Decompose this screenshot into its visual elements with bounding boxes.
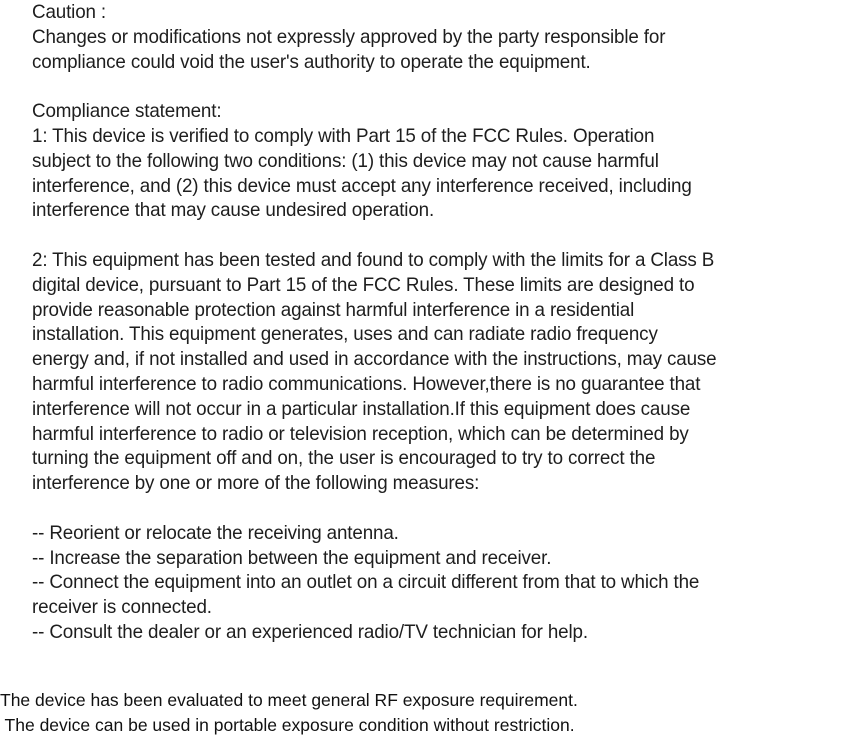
compliance-item2-line: provide reasonable protection against harmful interference in a residential (32, 298, 635, 321)
rf-exposure-line: The device has been evaluated to meet general RF exposure requirement. (0, 690, 578, 710)
caution-line: Changes or modifications not expressly approved by the party responsible for (32, 25, 666, 48)
caution-heading: Caution : (32, 1, 107, 23)
measure-line: -- Consult the dealer or an experienced radio/TV technician for help. (32, 620, 588, 643)
paragraph-gap (32, 74, 810, 99)
paragraph-gap (32, 223, 810, 248)
compliance-item2-line: energy and, if not installed and used in accordance with the instructions, may cause (32, 348, 717, 371)
compliance-item2-line: digital device, pursuant to Part 15 of the FCC Rules. These limits are designed to (32, 273, 695, 296)
paragraph-gap (32, 496, 810, 521)
compliance-item2-line: interference will not occur in a particular installation.If this equipment does cause (32, 397, 691, 420)
compliance-item2-line: 2: This equipment has been tested and found to comply with the limits for a Class B (32, 248, 715, 271)
compliance-item1-line: interference that may cause undesired operation. (32, 199, 435, 222)
measure-line: receiver is connected. (32, 596, 212, 619)
compliance-item1-line: 1: This device is verified to comply with Part 15 of the FCC Rules. Operation (32, 124, 655, 147)
caution-line: compliance could void the user's authority to operate the equipment. (32, 50, 591, 73)
fcc-statement-block (32, 0, 810, 645)
compliance-item2-line: installation. This equipment generates, uses and can radiate radio frequency (32, 323, 658, 346)
compliance-heading: Compliance statement: (32, 100, 222, 123)
compliance-item1-line: subject to the following two conditions: (1) this device may not cause harmful (32, 149, 659, 172)
compliance-item2-line: harmful interference to radio communications. However,there is no guarantee that (32, 372, 701, 395)
rf-exposure-line: The device can be used in portable exposure condition without restriction. (0, 715, 575, 735)
compliance-item2-line: interference by one or more of the following measures: (32, 472, 480, 495)
rf-exposure-statement (0, 688, 578, 738)
compliance-item2-line: turning the equipment off and on, the user is encouraged to try to correct the (32, 447, 656, 470)
compliance-item1-line: interference, and (2) this device must accept any interference received, including (32, 174, 692, 197)
compliance-item2-line: harmful interference to radio or television reception, which can be determined by (32, 422, 689, 445)
measure-line: -- Increase the separation between the equipment and receiver. (32, 546, 552, 569)
measure-line: -- Reorient or relocate the receiving antenna. (32, 521, 399, 544)
measure-line: -- Connect the equipment into an outlet on a circuit different from that to which the (32, 571, 700, 594)
